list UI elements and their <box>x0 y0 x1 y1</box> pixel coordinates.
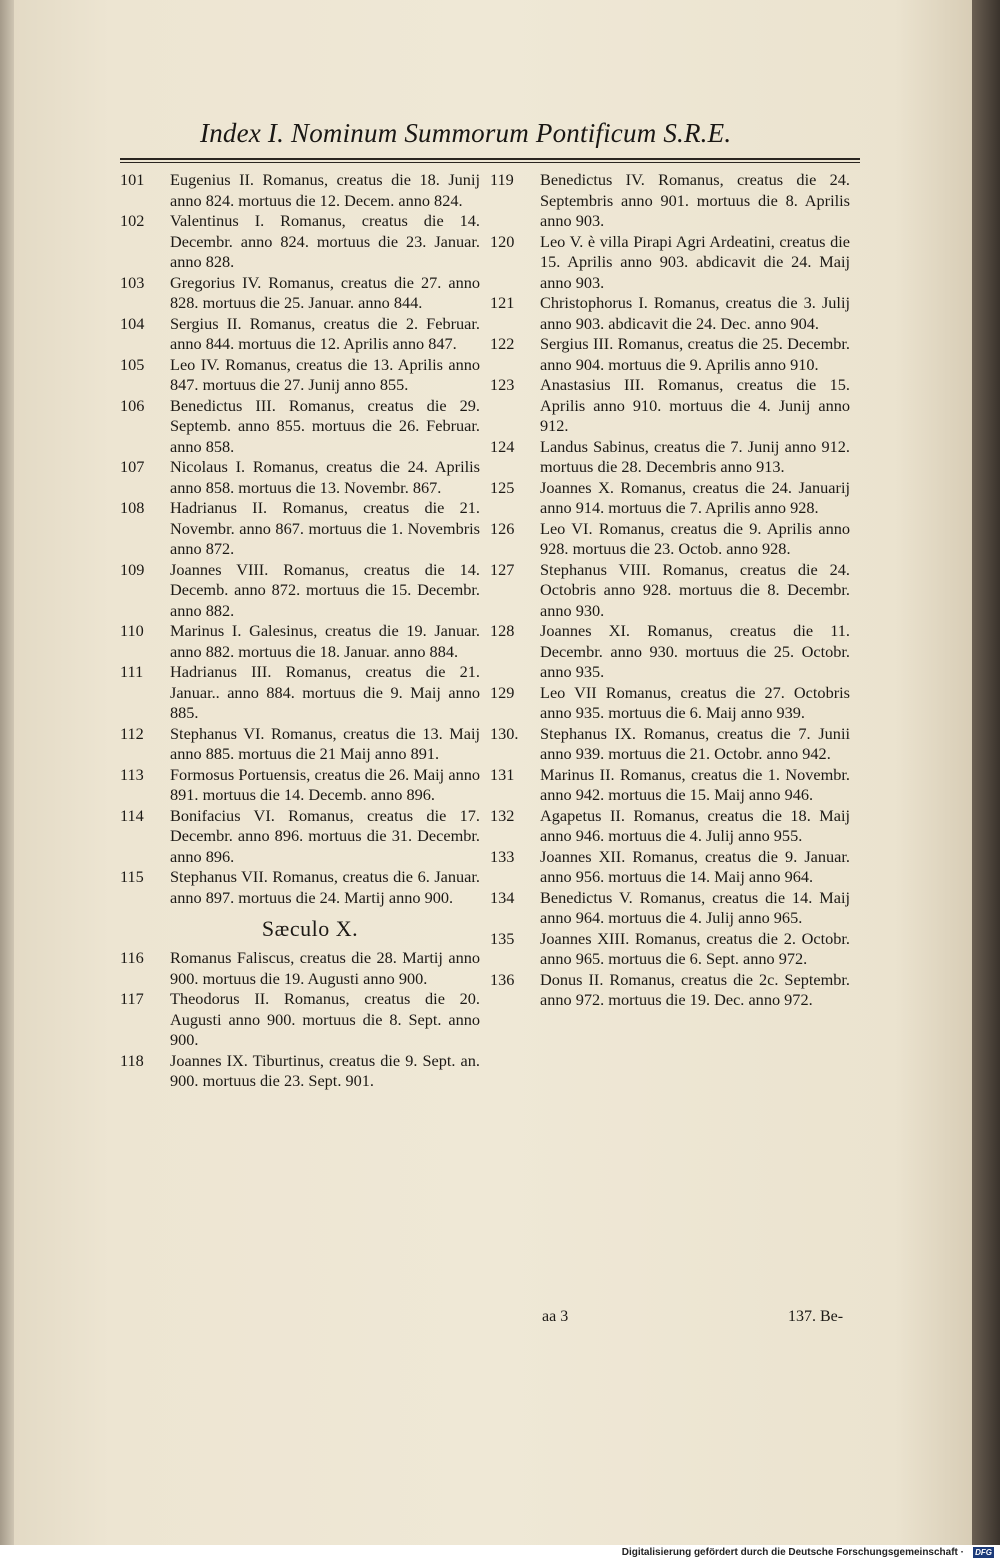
left-column <box>120 170 480 1092</box>
list-item <box>490 683 850 724</box>
list-item <box>120 498 480 560</box>
entry-number: 123 <box>490 375 515 394</box>
list-item <box>490 621 850 683</box>
title-rule-thin <box>120 162 860 163</box>
entry-number: 105 <box>120 354 145 374</box>
entry-number: 116 <box>120 948 144 967</box>
list-item <box>490 170 850 232</box>
entry-number: 119 <box>490 170 514 189</box>
title-rule <box>120 158 860 160</box>
entry-text: Stephanus VIII. Romanus, creatus die 24. Octobris anno 928. mortuus die 8. Decembr. anno 930. <box>540 559 850 620</box>
entry-number: 106 <box>120 395 145 415</box>
list-item <box>120 560 480 622</box>
entry-number: 129 <box>490 682 515 702</box>
entry-number: 117 <box>120 989 144 1008</box>
list-item <box>490 334 850 375</box>
entry-number: 111 <box>120 662 144 681</box>
entry-number: 131 <box>490 764 515 784</box>
page-right-edge <box>972 0 1000 1545</box>
entry-text: Joannes X. Romanus, creatus die 24. Januarij anno 914. mortuus die 7. Aprilis anno 928. <box>540 477 850 517</box>
list-item <box>120 765 480 806</box>
entry-text: Sergius II. Romanus, creatus die 2. Februar. anno 844. mortuus die 12. Aprilis anno 847. <box>170 313 480 353</box>
left-entries <box>120 170 480 908</box>
list-item <box>490 560 850 622</box>
entry-text: Leo VII Romanus, creatus die 27. Octobris anno 935. mortuus die 6. Maij anno 939. <box>540 682 850 722</box>
entry-number: 108 <box>120 498 145 517</box>
entry-text: Benedictus IV. Romanus, creatus die 24. Septembris anno 901. mortuus die 8. Aprilis anno 903. <box>540 170 850 230</box>
entry-text: Joannes XII. Romanus, creatus die 9. Januar. anno 956. mortuus die 14. Maij anno 964. <box>540 846 850 886</box>
footer-bar <box>0 1545 1000 1560</box>
right-column <box>490 170 850 1011</box>
list-item <box>490 929 850 970</box>
entry-text: Nicolaus I. Romanus, creatus die 24. Aprilis anno 858. mortuus die 13. Novembr. 867. <box>170 457 480 497</box>
entry-number: 135 <box>490 928 515 948</box>
section-heading: Sæculo X. <box>261 916 359 941</box>
list-item <box>120 724 480 765</box>
list-item <box>120 948 480 989</box>
entry-text: Romanus Faliscus, creatus die 28. Martij anno 900. mortuus die 19. Augusti anno 900. <box>170 948 480 988</box>
entry-number: 124 <box>490 436 515 456</box>
entry-number: 133 <box>490 846 515 866</box>
list-item <box>490 765 850 806</box>
entry-text: Joannes XIII. Romanus, creatus die 2. Octobr. anno 965. mortuus die 6. Sept. anno 972. <box>540 928 850 968</box>
left-entries-after <box>120 948 480 1092</box>
entry-text: Bonifacius VI. Romanus, creatus die 17. Decembr. anno 896. mortuus die 31. Decembr. anno 896. <box>170 805 480 866</box>
entry-number: 134 <box>490 887 515 907</box>
list-item <box>490 888 850 929</box>
entry-text: Gregorius IV. Romanus, creatus die 27. anno 828. mortuus die 25. Januar. anno 844. <box>170 272 480 312</box>
page-title: Index I. Nominum Summorum Pontificum S.R.E. <box>200 118 732 148</box>
entry-number: 110 <box>120 621 144 640</box>
footer-text: Digitalisierung gefördert durch die Deutsche Forschungsgemeinschaft · <box>621 1547 964 1558</box>
entry-text: Agapetus II. Romanus, creatus die 18. Maij anno 946. mortuus die 4. Julij anno 955. <box>540 805 850 845</box>
entry-text: Valentinus I. Romanus, creatus die 14. Decembr. anno 824. mortuus die 23. Januar. anno 828. <box>170 211 480 271</box>
entry-number: 107 <box>120 457 145 476</box>
page-left-edge <box>0 0 14 1545</box>
entry-number: 136 <box>490 969 515 989</box>
entry-number: 120 <box>490 231 515 251</box>
entry-number: 130. <box>490 723 519 743</box>
entry-number: 122 <box>490 334 515 353</box>
entry-text: Eugenius II. Romanus, creatus die 18. Junij anno 824. mortuus die 12. Decem. anno 824. <box>170 170 480 210</box>
entry-text: Marinus I. Galesinus, creatus die 19. Januar. anno 882. mortuus die 18. Januar. anno 884. <box>170 621 480 661</box>
list-item <box>120 211 480 273</box>
entry-number: 121 <box>490 293 515 312</box>
entry-number: 118 <box>120 1050 144 1070</box>
entry-text: Donus II. Romanus, creatus die 2c. Septembr. anno 972. mortuus die 19. Dec. anno 972. <box>540 969 850 1009</box>
right-entries <box>490 170 850 1011</box>
entry-text: Formosus Portuensis, creatus die 26. Maij anno 891. mortuus die 14. Decemb. anno 896. <box>170 764 480 804</box>
entry-number: 115 <box>120 867 144 886</box>
entry-text: Joannes IX. Tiburtinus, creatus die 9. Sept. an. 900. mortuus die 23. Sept. 901. <box>170 1050 480 1090</box>
entry-text: Stephanus VI. Romanus, creatus die 13. Maij anno 885. mortuus die 21 Maij anno 891. <box>170 723 480 763</box>
list-item <box>120 867 480 908</box>
list-item <box>120 170 480 211</box>
list-item <box>490 806 850 847</box>
list-item <box>490 437 850 478</box>
entry-number: 132 <box>490 805 515 825</box>
list-item <box>120 457 480 498</box>
list-item <box>490 847 850 888</box>
list-item <box>120 621 480 662</box>
entry-text: Marinus II. Romanus, creatus die 1. Novembr. anno 942. mortuus die 15. Maij anno 946. <box>540 764 850 804</box>
entry-number: 128 <box>490 621 515 640</box>
entry-text: Landus Sabinus, creatus die 7. Junij anno 912. mortuus die 28. Decembris anno 913. <box>540 436 850 476</box>
entry-text: Joannes VIII. Romanus, creatus die 14. Decemb. anno 872. mortuus die 15. Decembr. anno 882. <box>170 559 480 620</box>
signature-mark: aa 3 <box>542 1308 569 1325</box>
entry-text: Anastasius III. Romanus, creatus die 15. Aprilis anno 910. mortuus die 4. Junij anno 912. <box>540 375 850 435</box>
list-item <box>490 724 850 765</box>
entry-text: Stephanus IX. Romanus, creatus die 7. Junii anno 939. mortuus die 21. Octobr. anno 942. <box>540 723 850 763</box>
list-item <box>490 519 850 560</box>
list-item <box>490 970 850 1011</box>
entry-number: 127 <box>490 559 515 579</box>
entry-text: Leo IV. Romanus, creatus die 13. Aprilis anno 847. mortuus die 27. Junij anno 855. <box>170 354 480 394</box>
entry-number: 112 <box>120 723 144 743</box>
list-item <box>490 293 850 334</box>
entry-number: 113 <box>120 764 144 784</box>
entry-text: Sergius III. Romanus, creatus die 25. Decembr. anno 904. mortuus die 9. Aprilis anno 910. <box>540 334 850 374</box>
list-item <box>120 662 480 724</box>
list-item <box>120 273 480 314</box>
entry-text: Christophorus I. Romanus, creatus die 3. Julij anno 903. abdicavit die 24. Dec. anno 904. <box>540 293 850 333</box>
list-item <box>120 314 480 355</box>
catchword: 137. Be- <box>788 1308 844 1325</box>
entry-number: 114 <box>120 805 144 825</box>
entry-number: 101 <box>120 170 145 189</box>
entry-text: Joannes XI. Romanus, creatus die 11. Decembr. anno 930. mortuus die 25. Octobr. anno 935. <box>540 621 850 681</box>
list-item <box>490 478 850 519</box>
dfg-logo: DFG <box>975 1548 992 1557</box>
entry-text: Hadrianus III. Romanus, creatus die 21. Januar.. anno 884. mortuus die 9. Maij anno 885. <box>170 662 480 722</box>
entry-text: Benedictus III. Romanus, creatus die 29. Septemb. anno 855. mortuus die 26. Februar. anno 858. <box>170 395 480 456</box>
entry-number: 104 <box>120 313 145 333</box>
list-item <box>120 989 480 1051</box>
entry-number: 125 <box>490 477 515 497</box>
list-item <box>120 396 480 458</box>
entry-text: Leo VI. Romanus, creatus die 9. Aprilis anno 928. mortuus die 23. Octob. anno 928. <box>540 518 850 558</box>
list-item <box>490 232 850 294</box>
entry-number: 126 <box>490 518 515 538</box>
list-item <box>120 806 480 868</box>
entry-number: 102 <box>120 211 145 230</box>
list-item <box>490 375 850 437</box>
list-item <box>120 355 480 396</box>
entry-text: Benedictus V. Romanus, creatus die 14. Maij anno 964. mortuus die 4. Julij anno 965. <box>540 887 850 927</box>
entry-number: 103 <box>120 272 145 292</box>
list-item <box>120 1051 480 1092</box>
entry-text: Leo V. è villa Pirapi Agri Ardeatini, creatus die 15. Aprilis anno 903. abdicavit die 24. Maij anno 903. <box>540 231 850 292</box>
entry-text: Stephanus VII. Romanus, creatus die 6. Januar. anno 897. mortuus die 24. Martij anno 900. <box>170 867 480 907</box>
entry-number: 109 <box>120 559 145 579</box>
entry-text: Theodorus II. Romanus, creatus die 20. Augusti anno 900. mortuus die 8. Sept. anno 900. <box>170 989 480 1049</box>
entry-text: Hadrianus II. Romanus, creatus die 21. Novembr. anno 867. mortuus die 1. Novembris anno 872. <box>170 498 480 558</box>
